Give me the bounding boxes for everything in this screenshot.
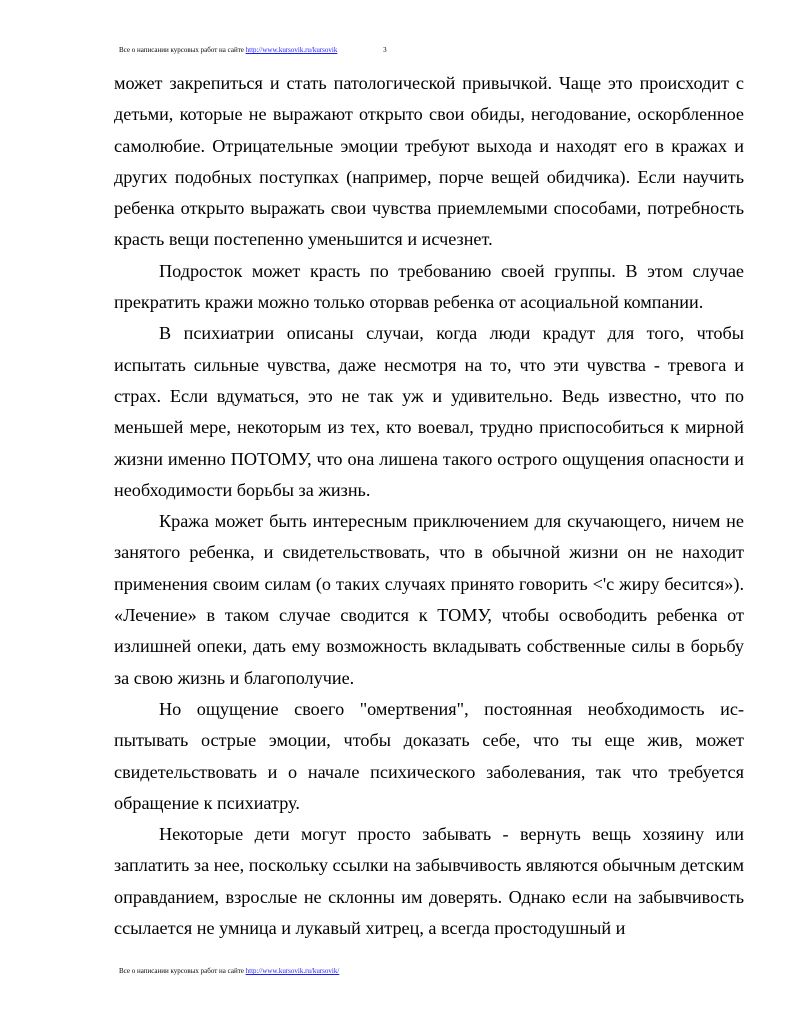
- page-number: 3: [383, 46, 387, 54]
- paragraph: Но ощущение своего "омертвения", постоянная необходимость ис-пытывать острые эмоции, чтобы доказать себе, что ты еще жив, может свидетельствовать и о начале психического заболевания, так что требуется обращение к психиатру.: [114, 698, 744, 813]
- paragraph: Кража может быть интересным приключением для скучающего, ничем не занятого ребенка, и свидетельствовать, что в обычной жизни он не находит применения своим силам (о таких случаях принято говорить <'с жиру бесится»). «Лечение» в таком случае сводится к ТОМУ, чтобы освободить ребенка от излишней опеки, дать ему возможность вкладывать собственные силы в борьбу за свою жизнь и благополучие.: [114, 511, 744, 688]
- paragraph: Подросток может красть по требованию своей группы. В этом случае прекратить кражи можно только оторвав ребенка от асоциальной компании.: [114, 260, 744, 313]
- page-footer: [119, 966, 339, 976]
- paragraph: Некоторые дети могут просто забывать - вернуть вещь хозяину или заплатить за нее, поскольку ссылки на забывчивость являются обычным детским оправданием, взрослые не склонны им доверять. Однако если на забывчивость ссылается не умница и лукавый хитрец, а всегда простодушный и: [114, 824, 744, 939]
- paragraph: В психиатрии описаны случаи, когда люди крадут для того, чтобы испытать сильные чувства, даже несмотря на то, что эти чувства - тревога и страх. Если вдуматься, это не так уж и удивительно. Ведь известно, что по меньшей мере, некоторым из тех, кто воевал, трудно приспособиться к мирной жизни именно ПОТОМУ, что она лишена такого острого ощущения опасности и необходимости борьбы за жизнь.: [114, 323, 744, 500]
- header-link[interactable]: http://www.kursovik.ru/kursovik: [245, 46, 338, 54]
- footer-text: Все о написании курсовых работ на сайте: [119, 967, 244, 975]
- header-text: Все о написании курсовых работ на сайте: [119, 46, 244, 54]
- page-header: [119, 45, 387, 55]
- document-body: [114, 68, 744, 944]
- footer-link[interactable]: http://www.kursovik.ru/kursovik/: [245, 967, 340, 975]
- paragraph-continuation: может закрепиться и стать патологической привычкой. Чаще это происходит с детьми, которые не выражают открыто свои обиды, негодование, оскорбленное самолюбие. Отрицательные эмоции требуют выхода и находят его в кражах и других подобных поступках (например, порче вещей обидчика). Если научить ребенка открыто выражать свои чувства приемлемыми способами, потребность красть вещи постепенно уменьшится и исчезнет.: [114, 73, 744, 250]
